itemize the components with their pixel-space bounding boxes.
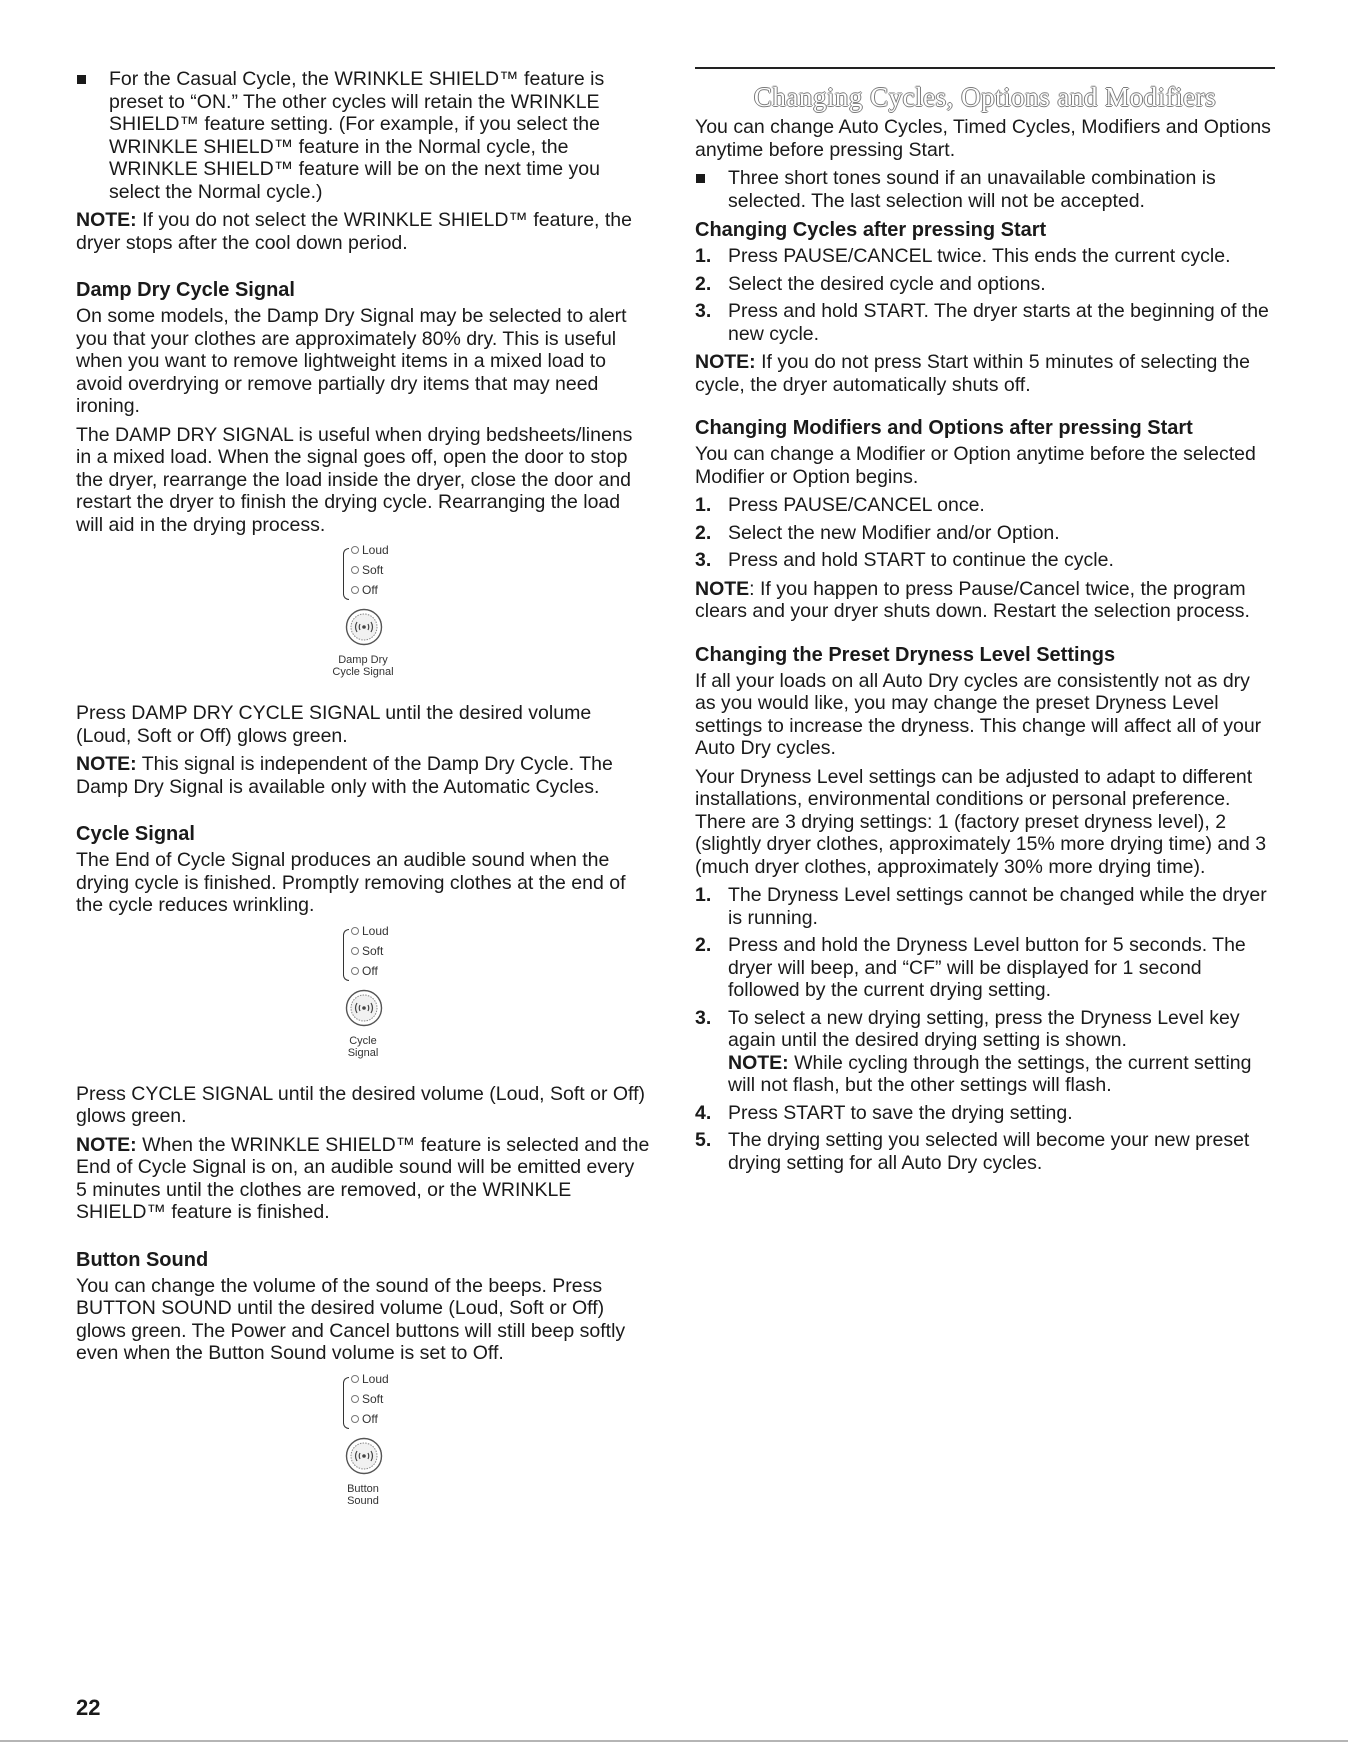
option-loud: Loud bbox=[351, 925, 389, 937]
note-paragraph bbox=[76, 209, 650, 254]
section-heading-damp-dry: Damp Dry Cycle Signal bbox=[76, 279, 295, 301]
paragraph: The DAMP DRY SIGNAL is useful when drying bedsheets/linens in a mixed load. When the signal goes off, open the door to stop the dryer, rearrange the load inside the dryer, close the door and restart the dryer to finish the drying cycle. Rearranging the load will aid in the drying process. bbox=[76, 423, 633, 536]
note-text: If you do not select the WRINKLE SHIELD™ feature, the dryer stops after the cool down period. bbox=[76, 209, 632, 254]
damp-dry-signal-control-figure bbox=[293, 542, 433, 692]
list-item: 1. The Dryness Level settings cannot be changed while the dryer is running. bbox=[695, 884, 1267, 929]
steps-list bbox=[695, 494, 1275, 572]
button-sound-control-figure bbox=[293, 1371, 433, 1521]
paragraph: Your Dryness Level settings can be adjusted to adapt to different installations, environmental conditions or personal preference. There are 3 drying settings: 1 (factory preset dryness level), 2 (slightly dryer clothes, approximately 15% more drying time) and 3 (much dryer clothes, approximately 30% more drying time). bbox=[695, 765, 1267, 878]
sound-button-icon bbox=[345, 989, 383, 1027]
indicator-light-icon bbox=[351, 947, 359, 955]
option-soft: Soft bbox=[351, 945, 383, 957]
figure-caption: Button Sound bbox=[347, 1482, 379, 1507]
list-item: 1. Press PAUSE/CANCEL once. bbox=[695, 494, 985, 516]
list-item: 3. Press and hold START to continue the cycle. bbox=[695, 549, 1114, 571]
steps-list bbox=[695, 245, 1275, 345]
sound-button-icon bbox=[345, 1437, 383, 1475]
bullet-text: For the Casual Cycle, the WRINKLE SHIELD™ feature is preset to “ON.” The other cycles will retain the WRINKLE SHIELD™ feature setting. (For example, if you select the WRINKLE SHIELD™ feature in the Normal cycle, the WRINKLE SHIELD™ feature will be on the next time you select the Normal cycle.) bbox=[109, 68, 605, 203]
indicator-light-icon bbox=[351, 927, 359, 935]
option-soft: Soft bbox=[351, 1393, 383, 1405]
bracket-icon bbox=[343, 548, 349, 600]
section-heading-dryness-level: Changing the Preset Dryness Level Settings bbox=[695, 643, 1116, 666]
list-item: 2. Select the new Modifier and/or Option. bbox=[695, 521, 1060, 544]
option-off: Off bbox=[351, 965, 378, 977]
figure-caption: Damp Dry Cycle Signal bbox=[332, 654, 394, 678]
bullet-item bbox=[76, 68, 650, 203]
right-column bbox=[695, 68, 1275, 1180]
list-item: 2. Select the desired cycle and options. bbox=[695, 272, 1046, 295]
section-heading-modifiers-after-start: Changing Modifiers and Options after pressing Start bbox=[695, 417, 1193, 439]
indicator-light-icon bbox=[351, 967, 359, 975]
paragraph: You can change the volume of the sound of the beeps. Press BUTTON SOUND until the desired volume (Loud, Soft or Off) glows green. The Power and Cancel buttons will still beep softly even when the Button Sound volume is set to Off. bbox=[76, 1274, 626, 1364]
volume-selector bbox=[343, 544, 403, 602]
list-item: 1. Press PAUSE/CANCEL twice. This ends the current cycle. bbox=[695, 245, 1231, 267]
bullet-square-icon bbox=[696, 174, 705, 183]
page-number: 22 bbox=[76, 1695, 101, 1720]
section-heading-button-sound: Button Sound bbox=[76, 1248, 209, 1271]
paragraph: You can change a Modifier or Option anytime before the selected Modifier or Option begins. bbox=[695, 443, 1256, 488]
indicator-light-icon bbox=[351, 1375, 359, 1383]
section-title: Changing Cycles, Options and Modifiers bbox=[753, 82, 1217, 112]
indicator-light-icon bbox=[351, 566, 359, 574]
paragraph: Press DAMP DRY CYCLE SIGNAL until the desired volume (Loud, Soft or Off) glows green. bbox=[76, 702, 592, 747]
paragraph: The End of Cycle Signal produces an audible sound when the drying cycle is finished. Promptly removing clothes at the end of the cycle reduces wrinkling. bbox=[76, 849, 626, 916]
option-loud: Loud bbox=[351, 1373, 389, 1385]
indicator-light-icon bbox=[351, 546, 359, 554]
option-off: Off bbox=[351, 1413, 378, 1425]
note-label: NOTE: bbox=[76, 209, 137, 231]
list-item: 3. To select a new drying setting, press the Dryness Level key again until the desired drying setting is shown. NOTE: While cycling through the settings, the current setting will not flash, but the other settings will flash. bbox=[695, 1006, 1252, 1096]
note-paragraph: NOTE: If you do not press Start within 5 minutes of selecting the cycle, the dryer automatically shuts off. bbox=[695, 351, 1250, 396]
bracket-icon bbox=[343, 1377, 349, 1429]
list-item: 3. Press and hold START. The dryer starts at the beginning of the new cycle. bbox=[695, 300, 1269, 345]
cycle-signal-control-figure bbox=[293, 923, 433, 1073]
note-paragraph: NOTE: If you happen to press Pause/Cancel twice, the program clears and your dryer shuts down. Restart the selection process. bbox=[695, 577, 1250, 622]
paragraph: On some models, the Damp Dry Signal may be selected to alert you that your clothes are approximately 80% dry. This is useful when you want to remove lightweight items in a mixed load to avoid overdrying or remove partially dry items that may need ironing. bbox=[76, 305, 627, 417]
bracket-icon bbox=[343, 929, 349, 981]
note-paragraph: NOTE: When the WRINKLE SHIELD™ feature is selected and the End of Cycle Signal is on, an audible sound will be emitted every 5 minutes until the clothes are removed, or the WRINKLE SHIELD™ feature is finished. bbox=[76, 1133, 650, 1223]
steps-list bbox=[695, 884, 1275, 1174]
list-item: 4. Press START to save the drying setting. bbox=[695, 1101, 1073, 1124]
note-paragraph: NOTE: This signal is independent of the Damp Dry Cycle. The Damp Dry Signal is available only with the Automatic Cycles. bbox=[76, 753, 613, 798]
left-column bbox=[76, 68, 650, 1531]
bottom-rule bbox=[0, 1740, 1348, 1742]
bullet-text: Three short tones sound if an unavailable combination is selected. The last selection will not be accepted. bbox=[728, 167, 1216, 212]
bullet-square-icon bbox=[77, 75, 86, 84]
list-item: 5. The drying setting you selected will become your new preset drying setting for all Auto Dry cycles. bbox=[695, 1129, 1250, 1174]
sound-button-icon bbox=[345, 608, 383, 646]
paragraph: If all your loads on all Auto Dry cycles are consistently not as dry as you would like, you may change the preset Dryness Level settings to increase the dryness. This change will affect all of your Auto Dry cycles. bbox=[695, 669, 1262, 759]
volume-selector bbox=[343, 925, 403, 983]
volume-selector bbox=[343, 1373, 403, 1431]
list-item: 2. Press and hold the Dryness Level button for 5 seconds. The dryer will beep, and “CF” will be displayed for 1 second followed by the current drying setting. bbox=[695, 934, 1246, 1001]
indicator-light-icon bbox=[351, 1395, 359, 1403]
bullet-item bbox=[695, 167, 1275, 212]
indicator-light-icon bbox=[351, 586, 359, 594]
paragraph: You can change Auto Cycles, Timed Cycles, Modifiers and Options anytime before pressing Start. bbox=[695, 116, 1271, 161]
option-loud: Loud bbox=[351, 544, 389, 556]
indicator-light-icon bbox=[351, 1415, 359, 1423]
option-soft: Soft bbox=[351, 564, 383, 576]
section-heading-cycle-signal: Cycle Signal bbox=[76, 823, 195, 845]
figure-caption: Cycle Signal bbox=[347, 1034, 379, 1059]
paragraph: Press CYCLE SIGNAL until the desired volume (Loud, Soft or Off) glows green. bbox=[76, 1082, 646, 1127]
option-off: Off bbox=[351, 584, 378, 596]
section-heading-cycles-after-start: Changing Cycles after pressing Start bbox=[695, 219, 1047, 241]
